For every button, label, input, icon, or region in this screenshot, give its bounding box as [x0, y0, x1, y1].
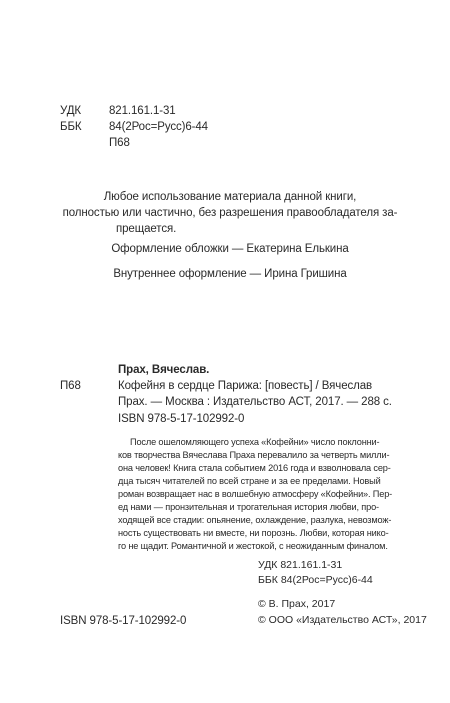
cover-credit: Оформление обложки — Екатерина Елькина [111, 243, 349, 255]
copyright-author: © В. Прах, 2017 [258, 598, 336, 610]
interior-credit: Внутреннее оформление — Ирина Гришина [113, 268, 347, 280]
annotation-line: роман возвращает нас в волшебную атмосферу «Кофейни». Пер- [118, 489, 393, 499]
annotation-line: го не щадит. Романтичной и жестокой, с неожиданным финалом. [118, 541, 388, 551]
catalog-mark: П68 [60, 380, 81, 392]
annotation-line: ходящей все стадии: опьянение, охлаждение, разлука, невозмож- [118, 515, 392, 525]
annotation-line: ность существовать ни вместе, ни порознь. Любви, которая нико- [118, 528, 389, 538]
catalog-udk: УДК 821.161.1-31 [258, 559, 343, 571]
annotation-line: ков творчества Вячеслава Праха перевалило за четверть милли- [118, 450, 390, 460]
annotation-line: она человек! Книга стала событием 2016 года и взволновала сер- [118, 463, 391, 473]
catalog-bbk: ББК 84(2Рос=Русс)6-44 [258, 574, 373, 586]
notice-line-3: прещается. [116, 223, 177, 235]
copyright-publisher: © ООО «Издательство АСТ», 2017 [258, 614, 427, 626]
notice-line-2: полностью или частично, без разрешения правообладателя за- [62, 207, 398, 219]
catalog-desc-line-2: Прах. — Москва : Издательство АСТ, 2017. — 288 с. [118, 396, 392, 408]
bbk-label: ББК [60, 121, 82, 133]
annotation-line: ед нами — пронзительная и трогательная история любви, про- [118, 502, 379, 512]
catalog-author: Прах, Вячеслав. [118, 364, 210, 376]
udk-label: УДК [60, 105, 81, 117]
udk-value: 821.161.1-31 [109, 105, 176, 117]
author-mark: П68 [109, 137, 130, 149]
catalog-isbn: ISBN 978-5-17-102992-0 [118, 413, 245, 425]
footer-isbn: ISBN 978-5-17-102992-0 [60, 615, 187, 627]
catalog-desc-line-1: Кофейня в сердце Парижа: [повесть] / Вячеслав [118, 380, 373, 392]
bbk-value: 84(2Рос=Русс)6-44 [109, 121, 208, 133]
annotation-line: дца тысяч читателей по всей стране и за ее пределами. Новый [118, 476, 381, 486]
notice-line-1: Любое использование материала данной книги, [103, 191, 357, 203]
annotation-line: После ошеломляющего успеха «Кофейни» число поклонни- [130, 437, 380, 447]
